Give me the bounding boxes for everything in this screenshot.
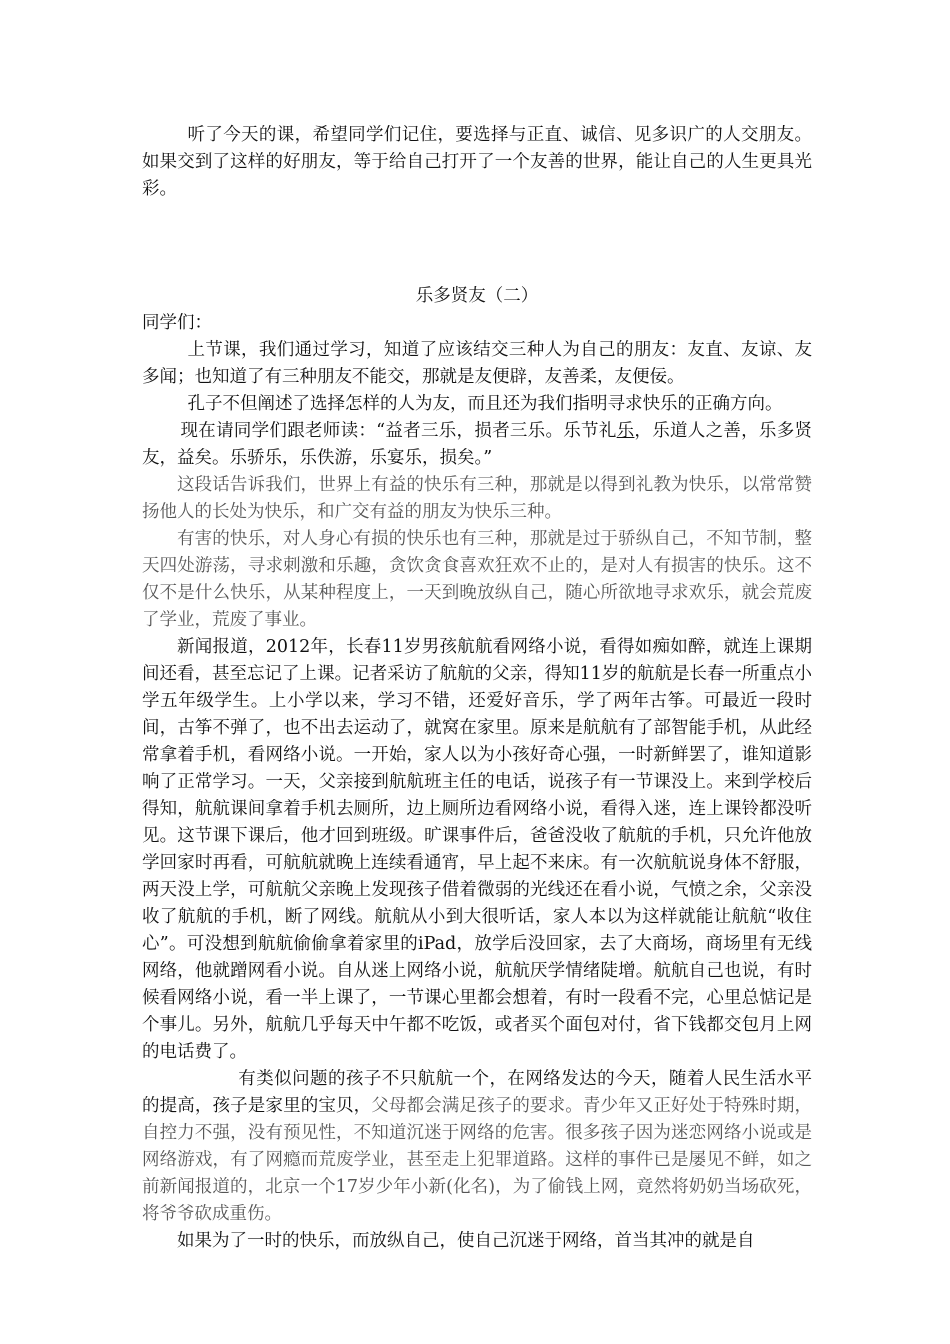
explanation-good-paragraph: 这段话告诉我们，世界上有益的快乐有三种，那就是以得到礼教为快乐，以常常赞扬他人的长处为快乐，和广交有益的朋友为快乐三种。: [142, 475, 812, 522]
review-paragraph: 上节课，我们通过学习，知道了应该结交三种人为自己的朋友：友直、友谅、友多闻；也知道了有三种朋友不能交，那就是友便辟，友善柔，友便佞。: [142, 340, 812, 387]
similar-cases-text-b: 父母都会满足孩子的要求。青少年又正好处于特殊时期，自控力不强，没有预见性，不知道沉迷于网络的危害。很多孩子因为迷恋网络小说或是网络游戏，有了网瘾而荒废学业，甚至走上犯罪道路。这样的事件已是屡见不鲜，如之前新闻报道的，北京一个17岁少年小新(化名)，为了偷钱上网，竟然将奶奶当场砍死，将爷爷砍成重伤。: [142, 1096, 813, 1224]
explanation-bad-paragraph: 有害的快乐，对人身心有损的快乐也有三种，那就是过于骄纵自己，不知节制，整天四处游荡，寻求刺激和乐趣，贪饮贪食喜欢狂欢不止的，是对人有损害的快乐。这不仅不是什么快乐，从某种程度上，一天到晚放纵自己，随心所欲地寻求欢乐，就会荒废了学业，荒废了事业。: [142, 529, 812, 630]
similar-cases-paragraph: [142, 1066, 812, 1228]
similar-cases-text-a: 有类似问题的孩子不只航航一个，在网络发达的今天，随着人民生活水平的提高，孩子是家里的宝贝，: [142, 1069, 812, 1116]
read-intro-text: 现在请同学们跟老师读：“益者三乐，损者三乐。乐节礼: [180, 421, 617, 441]
read-along-paragraph: [142, 418, 812, 472]
news-story-paragraph: 新闻报道，2012年，长春11岁男孩航航看网络小说，看得如痴如醉，就连上课期间还看，甚至忘记了上课。记者采访了航航的父亲，得知11岁的航航是长春一所重点小学五年级学生。上小学以来，学习不错，还爱好音乐，学了两年古筝。可最近一段时间，古筝不弹了，也不出去运动了，就窝在家里。原来是航航有了部智能手机，从此经常拿着手机，看网络小说。一开始，家人以为小孩好奇心强，一时新鲜罢了，谁知道影响了正常学习。一天，父亲接到航航班主任的电话，说孩子有一节课没上。来到学校后得知，航航课间拿着手机去厕所，边上厕所边看网络小说，看得入迷，连上课铃都没听见。这节课下课后，他才回到班级。旷课事件后，爸爸没收了航航的手机，只允许他放学回家时再看，可航航就晚上连续看通宵，早上起不来床。有一次航航说身体不舒服，两天没上学，可航航父亲晚上发现孩子借着微弱的光线还在看小说，气愤之余，父亲没收了航航的手机，断了网线。航航从小到大很听话，家人本以为这样就能让航航“收住心”。可没想到航航偷偷拿着家里的iPad，放学后没回家，去了大商场，商场里有无线网络，他就蹭网看小说。自从迷上网络小说，航航厌学情绪陡增。航航自己也说，有时候看网络小说，看一半上课了，一节课心里都会想着，有时一段看不完，心里总惦记是个事儿。另外，航航几乎每天中午都不吃饭，或者买个面包对付，省下钱都交包月上网的电话费了。: [142, 637, 812, 1062]
document-page: [142, 122, 812, 1255]
greeting-line: 同学们：: [142, 313, 212, 333]
closing-paragraph: 如果为了一时的快乐，而放纵自己，使自己沉迷于网络，首当其冲的就是自: [177, 1231, 755, 1251]
confucius-paragraph: 孔子不但阐述了选择怎样的人为友，而且还为我们指明寻求快乐的正确方向。: [187, 394, 783, 414]
intro-conclusion-paragraph: 听了今天的课，希望同学们记住，要选择与正直、诚信、见多识广的人交朋友。如果交到了这样的好朋友，等于给自己打开了一个友善的世界，能让自己的人生更具光彩。: [142, 125, 812, 199]
read-underlined-char: 乐: [616, 421, 635, 441]
section-spacer: [142, 203, 812, 283]
lesson-title: 乐多贤友（二）: [415, 286, 539, 306]
read-rest-text: ，乐道人之善，乐多贤友，益矣。乐骄乐，乐佚游，乐宴乐，损矣。”: [142, 421, 813, 468]
